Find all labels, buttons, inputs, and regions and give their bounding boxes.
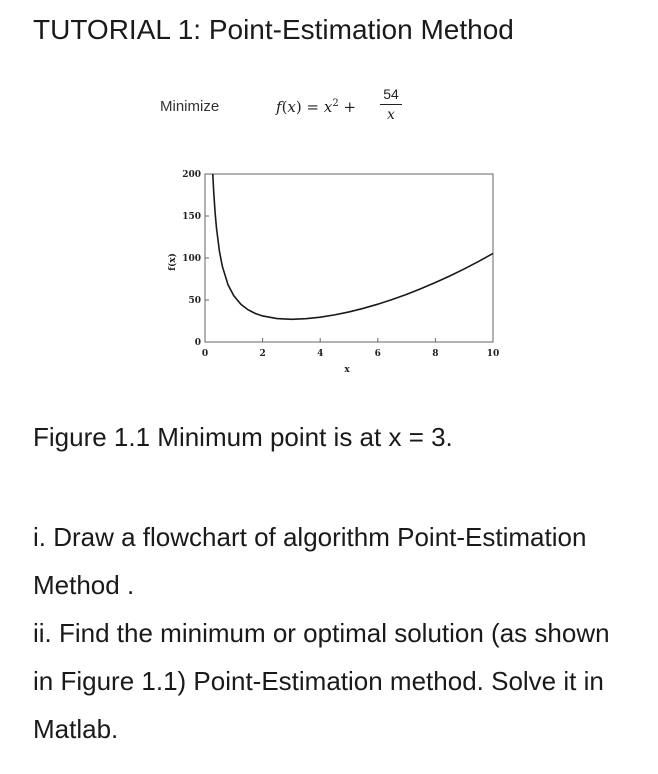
y-axis-label: f(x) xyxy=(168,253,178,271)
task-item-solve-matlab: ii. Find the minimum or optimal solution (as shown in Figure 1.1) Point-Estimation method. Solve it in Matlab. xyxy=(33,618,610,744)
formula-open-paren: ( xyxy=(281,98,288,116)
objective-formula xyxy=(276,86,416,136)
task-list xyxy=(33,513,633,753)
formula-plus: + xyxy=(338,98,357,116)
function-curve xyxy=(213,174,493,319)
fraction-numerator: 54 xyxy=(383,86,399,102)
x-axis-ticks xyxy=(202,338,499,359)
figure-caption: Figure 1.1 Minimum point is at x = 3. xyxy=(33,422,453,452)
formula-fraction xyxy=(380,86,402,123)
x-tick-label: 6 xyxy=(374,349,381,359)
x-tick-label: 4 xyxy=(317,349,324,359)
fraction-denominator: x xyxy=(387,107,395,123)
x-tick-label: 0 xyxy=(201,349,209,359)
task-item-draw-flowchart: i. Draw a flowchart of algorithm Point-Estimation Method . xyxy=(33,522,587,600)
formula-term-exponent: 2 xyxy=(332,98,339,109)
formula-var: x xyxy=(287,98,296,116)
y-tick-label: 50 xyxy=(188,296,201,306)
y-tick-label: 200 xyxy=(182,170,201,180)
page-title: TUTORIAL 1: Point-Estimation Method xyxy=(33,14,514,45)
function-plot xyxy=(160,160,510,380)
formula-close-eq: ) = xyxy=(295,98,324,116)
minimize-label: Minimize xyxy=(160,98,220,115)
formula-term-base: x xyxy=(323,98,333,116)
x-tick-label: 2 xyxy=(259,349,266,359)
x-tick-label: 8 xyxy=(432,349,439,359)
formula-lhs xyxy=(276,98,356,116)
y-tick-label: 100 xyxy=(182,254,201,264)
plot-area-frame xyxy=(205,174,493,342)
y-tick-label: 150 xyxy=(182,212,201,222)
formula-fn: f xyxy=(276,98,282,116)
y-tick-label: 0 xyxy=(194,338,201,348)
x-tick-label: 10 xyxy=(486,349,500,359)
x-axis-label: x xyxy=(344,365,350,375)
fraction-bar xyxy=(380,104,402,105)
